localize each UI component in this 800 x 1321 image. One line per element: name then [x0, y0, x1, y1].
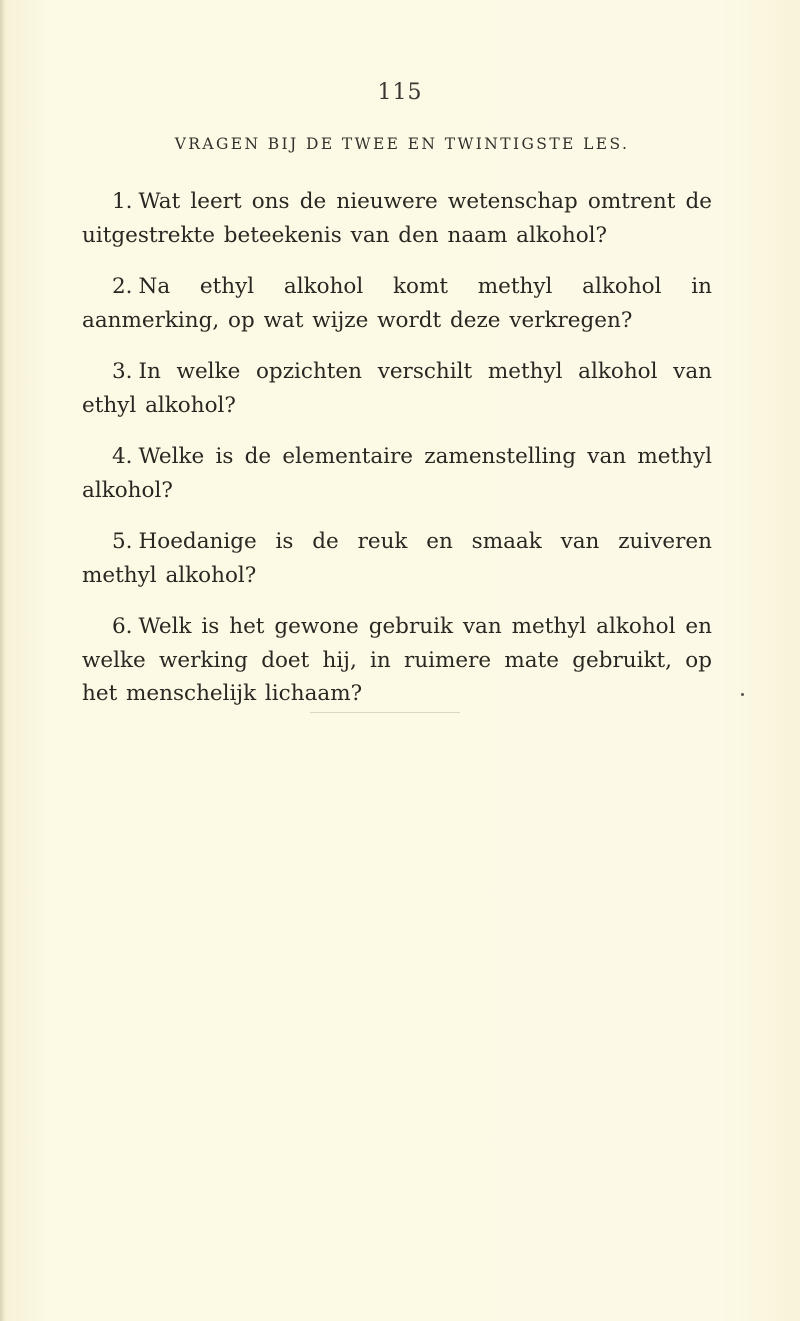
question-5	[82, 525, 712, 592]
question-number: 5.	[112, 529, 133, 554]
question-4	[82, 440, 712, 507]
question-number: 6.	[112, 614, 133, 639]
question-3	[82, 355, 712, 422]
question-number: 3.	[112, 359, 133, 384]
page-number: 115	[377, 80, 423, 105]
question-number: 1.	[112, 189, 133, 214]
question-6	[82, 610, 712, 711]
question-text: Welke is de elementaire zamenstelling van methyl alkohol?	[82, 444, 712, 503]
faint-rule	[310, 712, 460, 713]
question-text: Wat leert ons de nieuwere wetenschap omtrent de uitgestrekte beteekenis van den naam alkohol?	[82, 189, 712, 248]
question-2	[82, 270, 712, 337]
page-binding-edge	[0, 0, 6, 1321]
question-text: In welke opzichten verschilt methyl alkohol van ethyl alkohol?	[82, 359, 712, 418]
ink-speck	[741, 693, 744, 696]
question-list	[82, 185, 712, 729]
question-text: Na ethyl alkohol komt methyl alkohol in aanmerking, op wat wijze wordt deze verkregen?	[82, 274, 712, 333]
question-text: Hoedanige is de reuk en smaak van zuiveren methyl alkohol?	[82, 529, 712, 588]
question-number: 4.	[112, 444, 133, 469]
question-1	[82, 185, 712, 252]
question-number: 2.	[112, 274, 133, 299]
chapter-heading: VRAGEN BIJ DE TWEE EN TWINTIGSTE LES.	[174, 135, 630, 153]
question-text: Welk is het gewone gebruik van methyl alkohol en welke werking doet hij, in ruimere mate gebruikt, op het menschelijk lichaam?	[82, 614, 712, 706]
